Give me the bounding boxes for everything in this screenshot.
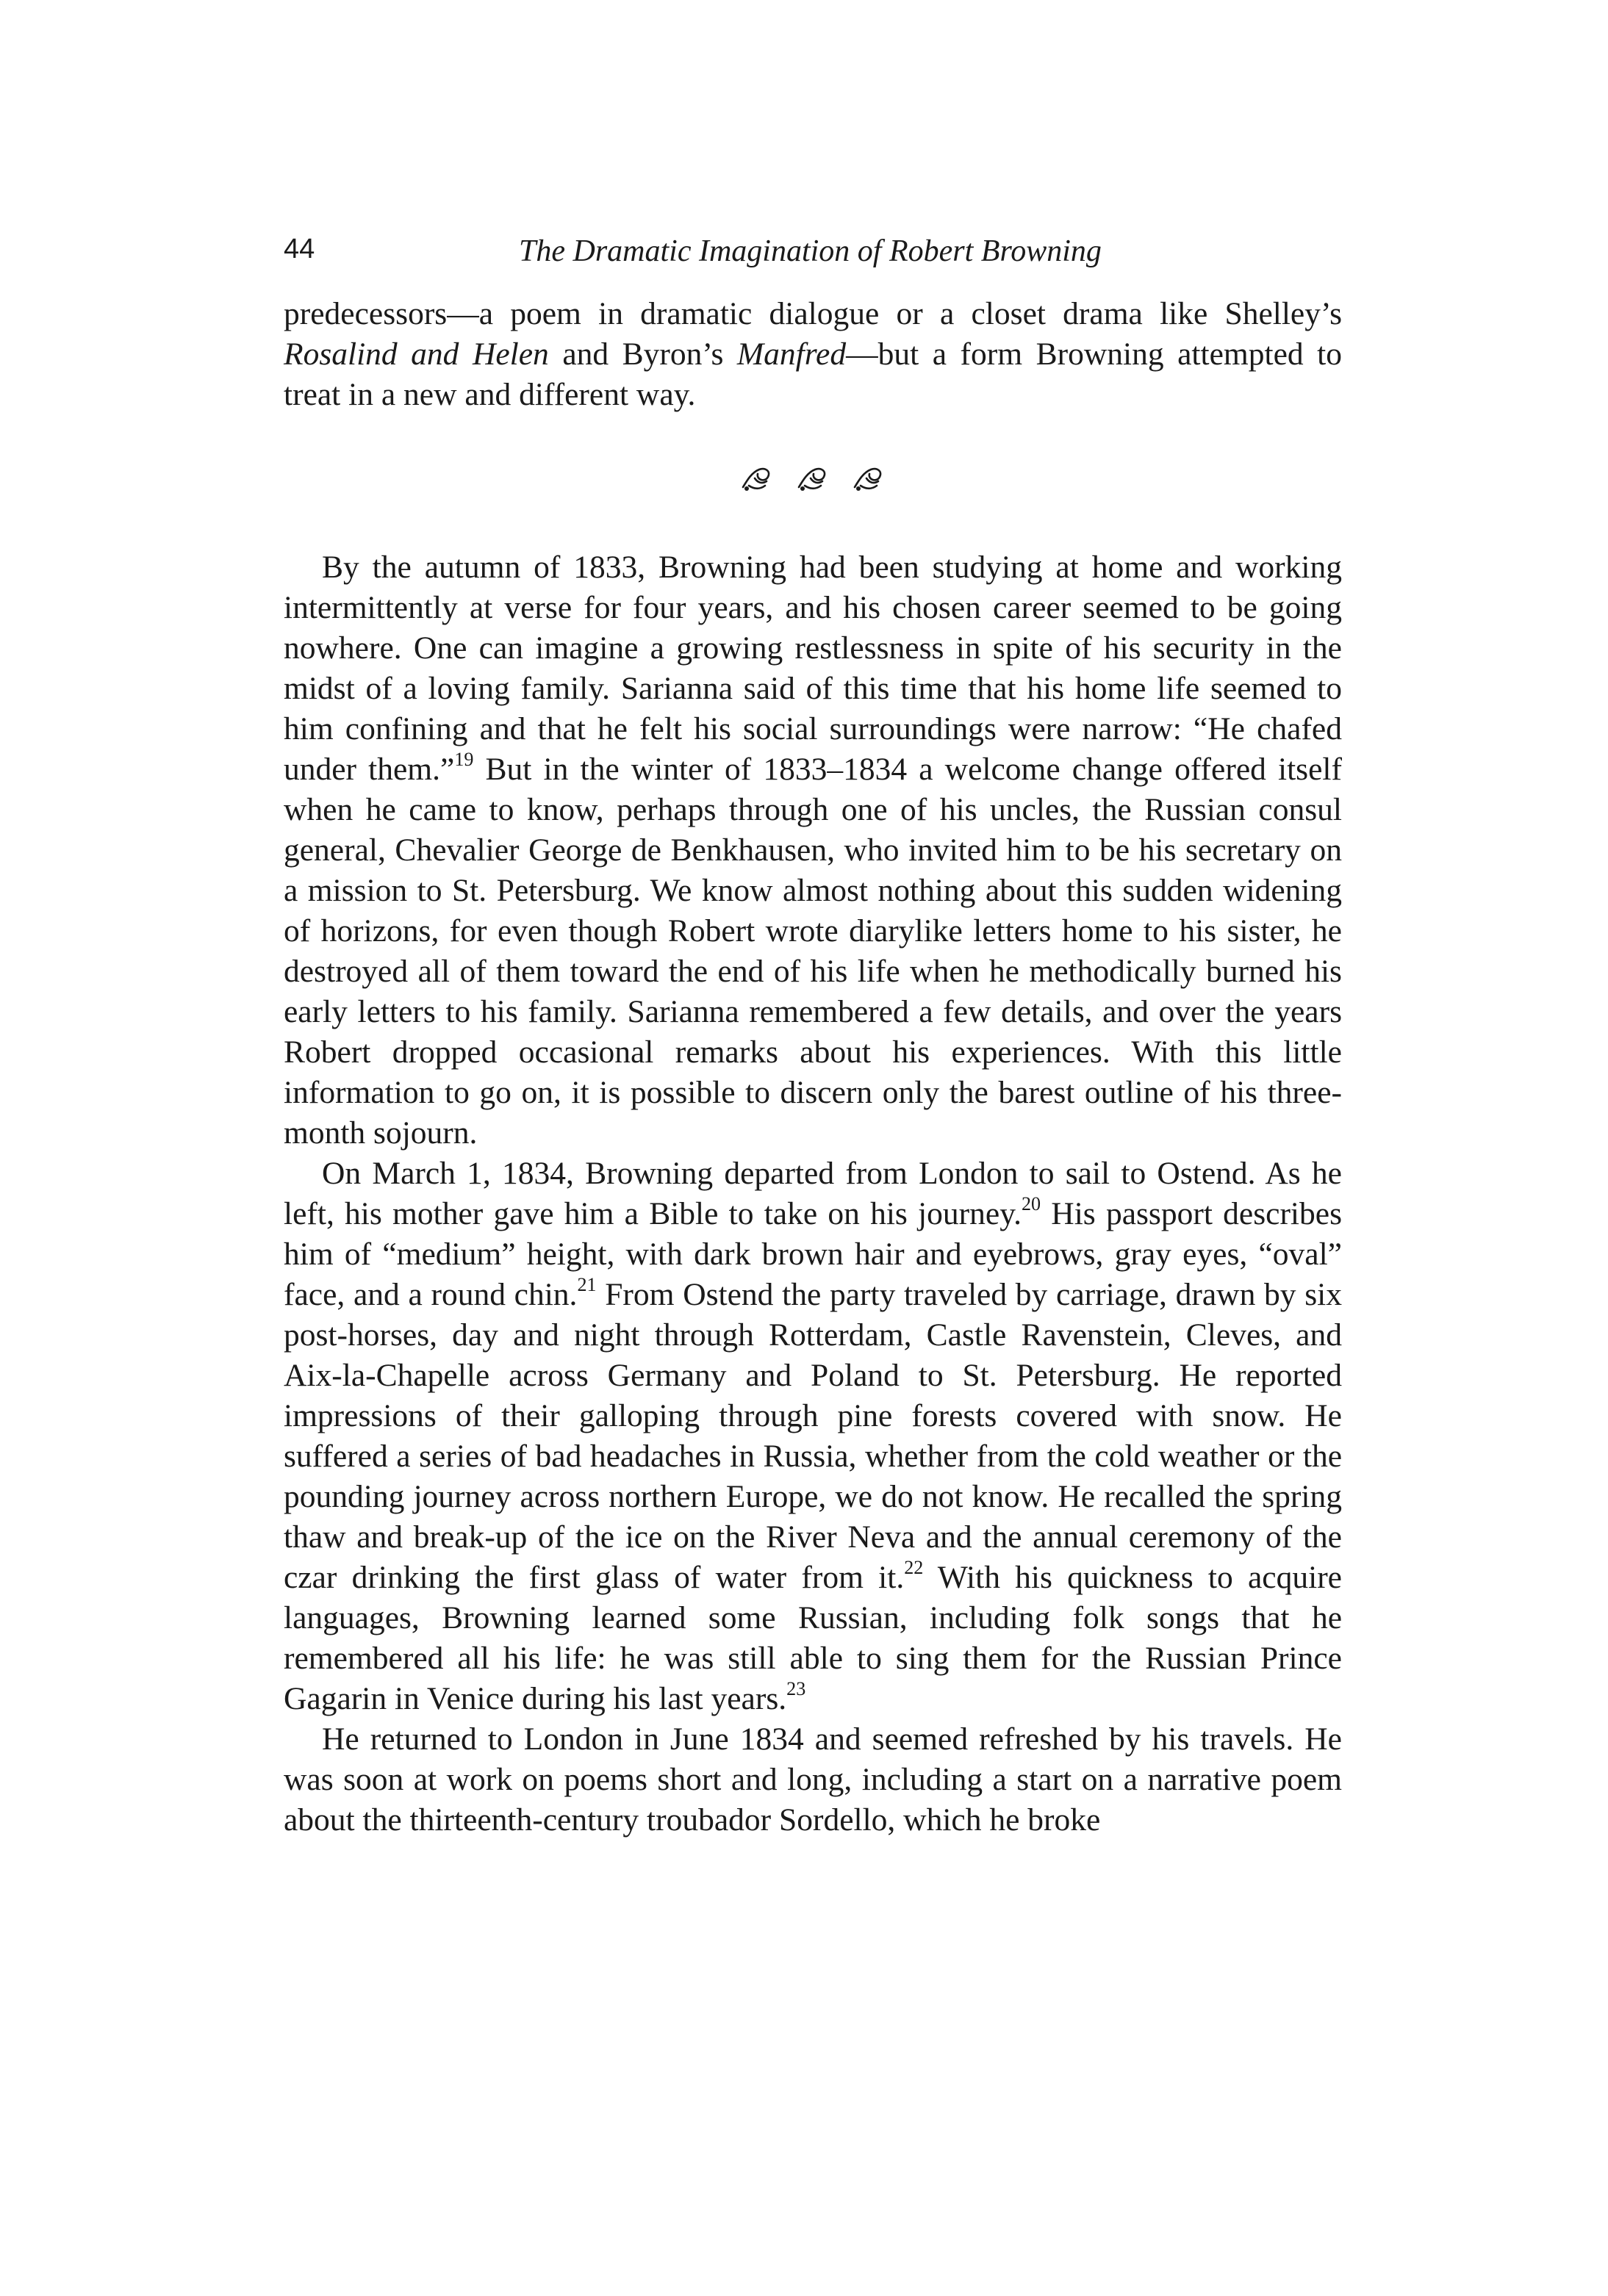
paragraph-text: His passport describes him of “medium” height, with dark brown hair and eyebrows, gray eyes, “oval” face, and a round chin. xyxy=(284,1196,1343,1312)
work-title: Rosalind and Helen xyxy=(284,337,549,372)
paragraph-text: From Ostend the party traveled by carriage, drawn by six post-horses, day and night through Rotterdam, Castle Ravenstein, Cleves, and Aix-la-Chapelle across Germany and Poland to St. Petersburg. He reported impressions of their galloping through pine forests covered with snow. He suffered a series of bad headaches in Russia, whether from the cold weather or the pounding journey across northern Europe, we do not know. He recalled the spring thaw and break-up of the ice on the River Neva and the annual ceremony of the czar drinking the first glass of water from it. xyxy=(284,1277,1342,1595)
paragraph-text: He returned to London in June 1834 and seemed refreshed by his travels. He was soon at work on poems short and long, including a start on a narrative poem about the thirteenth-century troubador Sordello, which he broke xyxy=(284,1721,1342,1838)
paragraph-text: With his quickness to acquire languages, Browning learned some Russian, including folk songs that he remembered all his life: he was still able to sing them for the Russian Prince Gagarin in Venice during his last years. xyxy=(284,1560,1342,1716)
paragraph-text: —but a form Browning attempted to treat in a new and different way. xyxy=(284,337,1342,412)
paragraph-text: predecessors—a poem in dramatic dialogue or a closet drama like Shelley’s xyxy=(284,296,1342,331)
running-head xyxy=(284,234,1342,278)
floral-fleuron-icon xyxy=(740,464,774,493)
work-title: Manfred xyxy=(736,337,847,372)
body-text xyxy=(284,294,1342,1840)
paragraph-4 xyxy=(284,1719,1342,1840)
footnote-marker: 20 xyxy=(1022,1193,1041,1215)
footnote-marker: 21 xyxy=(577,1274,597,1296)
footnote-marker: 22 xyxy=(904,1557,924,1579)
paragraph-3 xyxy=(284,1154,1342,1719)
page-number: 44 xyxy=(284,234,315,264)
footnote-marker: 23 xyxy=(786,1678,806,1700)
running-title: The Dramatic Imagination of Robert Browning xyxy=(519,234,1102,268)
footnote-marker: 19 xyxy=(454,749,474,771)
floral-fleuron-icon xyxy=(852,464,886,493)
paragraph-text: But in the winter of 1833–1834 a welcome change offered itself when he came to know, perhaps through one of his uncles, the Russian consul general, Chevalier George de Benkhausen, who invited him to be his secretary on a mission to St. Petersburg. We know almost nothing about this sudden widening of horizons, for even though Robert wrote diarylike letters home to his sister, he destroyed all of them toward the end of his life when he methodically burned his early letters to his family. Sarianna remembered a few details, and over the years Robert dropped occasional remarks about his experiences. With this little information to go on, it is possible to discern only the barest outline of his three-month sojourn. xyxy=(284,752,1342,1151)
paragraph-text: On March 1, 1834, Browning departed from London to sail to Ostend. As he left, his mother gave him a Bible to take on his journey. xyxy=(284,1156,1342,1231)
paragraph-2 xyxy=(284,547,1342,1154)
paragraph-text: and Byron’s xyxy=(548,337,737,372)
paragraph-1 xyxy=(284,294,1342,415)
floral-fleuron-icon xyxy=(796,464,830,493)
section-break-ornament xyxy=(284,453,1342,497)
paragraph-text: By the autumn of 1833, Browning had been studying at home and working intermittently at verse for four years, and his chosen career seemed to be going nowhere. One can imagine a growing restlessness in spite of his security in the midst of a loving family. Sarianna said of this time that his home life seemed to him confining and that he felt his social surroundings were narrow: “He chafed under them.” xyxy=(284,550,1342,787)
